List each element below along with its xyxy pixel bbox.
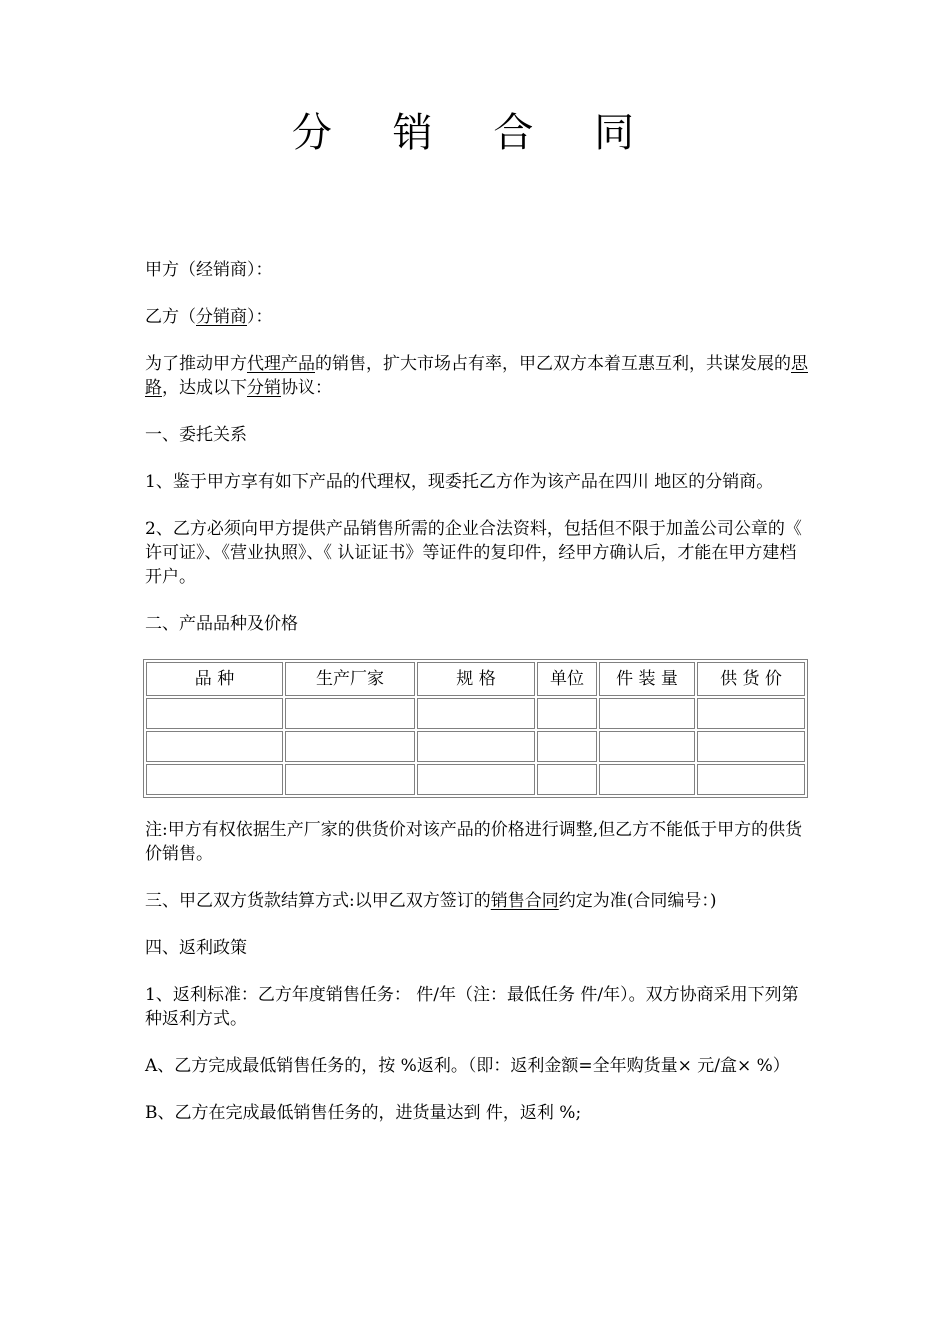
section-3-text-2: 约定为准(合同编号：) (558, 891, 717, 911)
section-3-settlement (145, 889, 810, 913)
header-spec: 规 格 (417, 662, 535, 696)
table-cell (146, 698, 283, 729)
intro-text-2: 的销售，扩大市场占有率，甲乙双方本着互惠互利，共谋发展的 (315, 354, 791, 374)
table-cell (285, 764, 415, 795)
section-2-heading: 二、产品品种及价格 (145, 614, 298, 634)
table-cell (537, 698, 597, 729)
table-cell (697, 698, 805, 729)
section-4-heading: 四、返利政策 (145, 938, 247, 958)
section-4-item-1: 1、返利标准：乙方年度销售任务： 件/年（注：最低任务 件/年）。双方协商采用下列第 种返利方式。 (145, 985, 799, 1029)
party-b-suffix: ）： (247, 307, 273, 327)
table-cell (146, 731, 283, 762)
intro-text-1: 为了推动甲方 (145, 354, 247, 374)
header-unit: 单位 (537, 662, 597, 696)
party-b-prefix: 乙方（ (145, 307, 196, 327)
header-supply-price: 供 货 价 (697, 662, 805, 696)
table-header-row (146, 662, 805, 696)
table-cell (599, 731, 695, 762)
table-row (146, 764, 805, 795)
table-cell (285, 698, 415, 729)
table-cell (599, 698, 695, 729)
section-1-heading: 一、委托关系 (145, 425, 247, 445)
table-row (146, 731, 805, 762)
party-b-line (145, 305, 810, 329)
party-b-role: 分销商 (196, 307, 247, 327)
header-manufacturer: 生产厂家 (285, 662, 415, 696)
section-3-underline: 销售合同 (490, 891, 559, 911)
contract-body (145, 258, 810, 1148)
intro-paragraph (145, 352, 810, 400)
table-cell (146, 764, 283, 795)
table-row (146, 698, 805, 729)
section-4-item-b: B、乙方在完成最低销售任务的，进货量达到 件，返利 %; (145, 1103, 582, 1123)
header-variety: 品 种 (146, 662, 283, 696)
header-pack-qty: 件 装 量 (599, 662, 695, 696)
table-cell (697, 731, 805, 762)
price-note: 注:甲方有权依据生产厂家的供货价对该产品的价格进行调整,但乙方不能低于甲方的供货价销售。 (145, 820, 803, 864)
intro-text-3: ，达成以下 (162, 378, 247, 398)
table-cell (697, 764, 805, 795)
table-cell (285, 731, 415, 762)
intro-underline-1: 代理产品 (247, 354, 315, 374)
section-1-item-1: 1、鉴于甲方享有如下产品的代理权，现委托乙方作为该产品在四川 地区的分销商。 (145, 472, 774, 492)
intro-text-4: 协议： (281, 378, 332, 398)
table-cell (417, 698, 535, 729)
document-title: 分 销 合 同 (291, 110, 659, 156)
product-table (143, 659, 808, 798)
table-cell (599, 764, 695, 795)
section-1-item-2: 2、乙方必须向甲方提供产品销售所需的企业合法资料，包括但不限于加盖公司公章的《 许可证》、《营业执照》、《 认证证书》等证件的复印件，经甲方确认后，才能在甲方建档开户。 (145, 519, 802, 587)
table-cell (537, 731, 597, 762)
table-cell (537, 764, 597, 795)
section-3-text-1: 三、甲乙双方货款结算方式:以甲乙双方签订的 (145, 891, 491, 911)
section-4-item-a: A、乙方完成最低销售任务的，按 %返利。（即：返利金额=全年购货量× 元/盒× %） (145, 1056, 790, 1076)
party-a-line: 甲方（经销商）： (145, 260, 273, 280)
table-cell (417, 731, 535, 762)
intro-underline-2: 思路 (145, 354, 808, 398)
intro-underline-3: 分销 (247, 378, 281, 398)
table-cell (417, 764, 535, 795)
